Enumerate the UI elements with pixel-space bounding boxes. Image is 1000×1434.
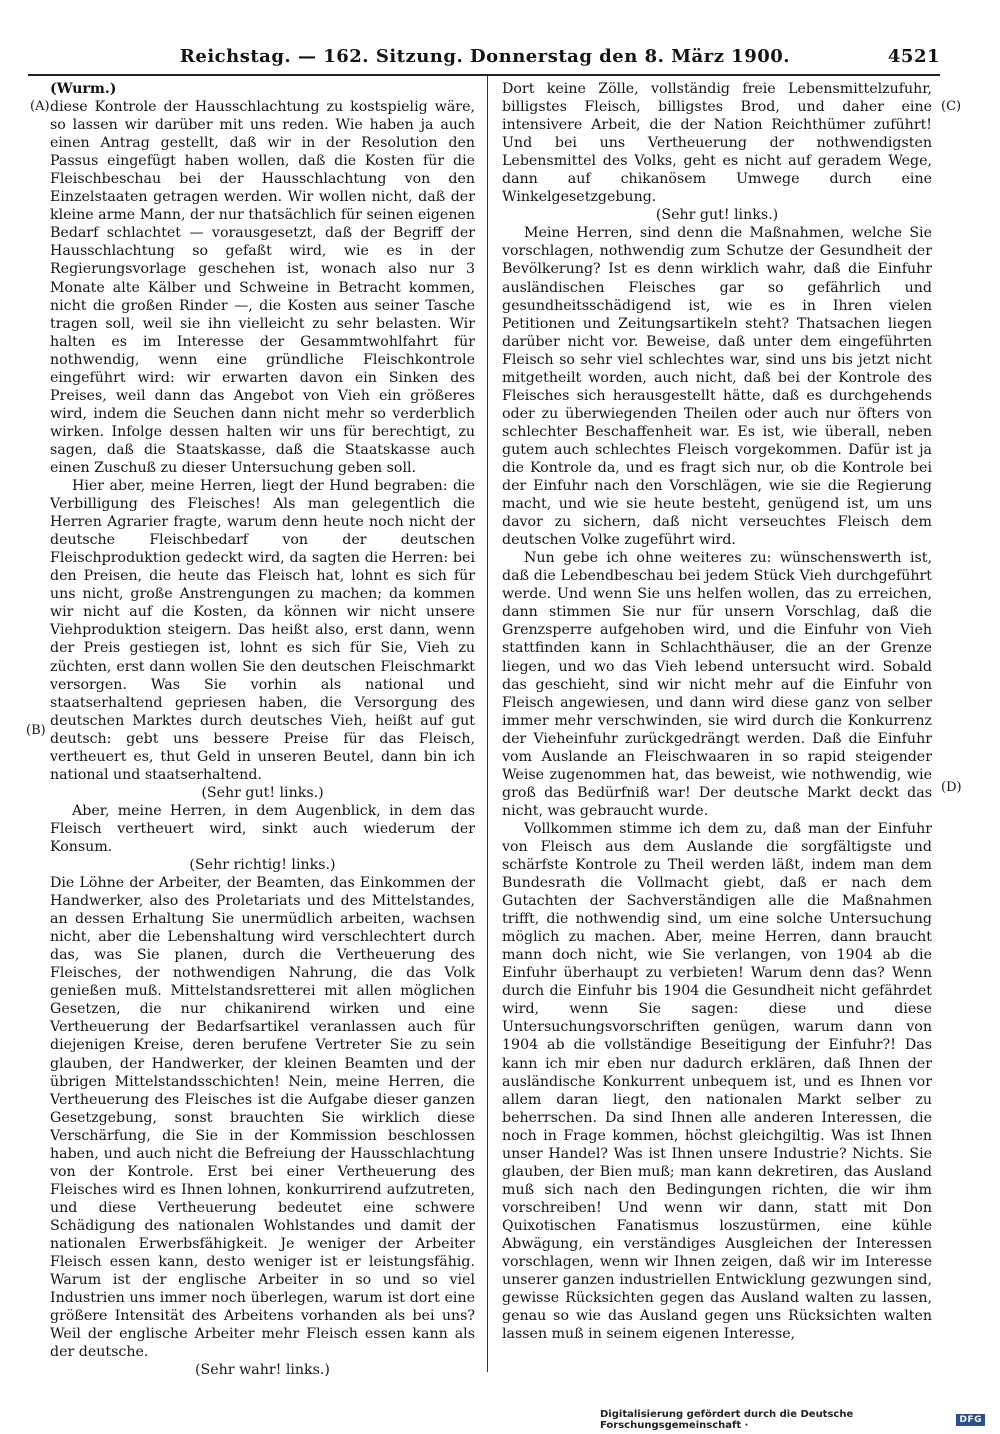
interjection: (Sehr wahr! links.) [195, 1362, 330, 1379]
column-divider [487, 76, 488, 1372]
left-column [50, 80, 475, 1379]
margin-mark-c: (C) [941, 99, 962, 114]
page-number: 4521 [887, 46, 940, 67]
header-rule [28, 74, 940, 76]
page-header [30, 44, 940, 70]
footer-credit [600, 1409, 985, 1431]
footer-text: Digitalisierung gefördert durch die Deutsche Forschungsgemeinschaft · [600, 1409, 854, 1431]
left-paragraph-3: Aber, meine Herren, in dem Augenblick, in dem das Fleisch vertheuert wird, sinkt auch wiederum der Konsum. [50, 802, 475, 855]
margin-mark-b: (B) [26, 723, 46, 738]
right-paragraph-4: Vollkommen stimme ich dem zu, daß man der Einfuhr von Fleisch aus dem Auslande die sorgfältigste und schärfste Kontrole zu Theil werden läßt, indem man dem Bundesrath die Vollmacht giebt, daß er nach dem Gutachten der Sachverständigen alle die Maßnahmen trifft, die nothwendig sind, um eine solche Untersuchung möglich zu machen. Aber, meine Herren, dann braucht mann doch nicht, wie Sie verlangen, von 1904 ab die Einfuhr überhaupt zu verbieten! Warum denn das? Wenn durch die Einfuhr bis 1904 die Gesundheit nicht gefährdet wird, wenn Sie sagen: diese und diese Untersuchungsvorschriften genügen, warum dann von 1904 ab die vollständige Beseitigung der Einfuhr?! Das kann ich mir eben nur dadurch erklären, daß Ihnen der ausländische Konkurrent unbequem ist, und es Ihnen vor allem daran liegt, den nationalen Markt selber zu beherrschen. Da sind Ihnen alle anderen Interessen, die noch in Frage kommen, höchst gleichgiltig. Was ist Ihnen unser Handel? Was ist Ihnen unsere Industrie? Nichts. Sie glauben, der Bien muß; man kann dekretiren, das Ausland muß sich nach den Bedingungen richten, die wir ihm vorschreiben! Und wenn wir dann, statt mit Don Quixotischen Fanatismus loszustürmen, eine kühle Abwägung, ein verständiges Ausgleichen der Interessen vorschlagen, wenn wir Ihnen zeigen, daß wir im Interesse unserer ganzen industriellen Entwicklung gezwungen sind, gewisse Rücksichten gegen das Ausland walten zu lassen, genau so wie das Ausland gegen uns Rücksichten walten lassen muß in seinem eigenen Interesse, [502, 820, 932, 1343]
right-paragraph-3: Nun gebe ich ohne weiteres zu: wünschenswerth ist, daß die Lebendbeschau bei jedem Stück Vieh durchgeführt werde. Und wenn Sie uns helfen wollen, das zu erreichen, dann stimmen Sie nur für unsern Vorschlag, daß die Grenzsperre aufgehoben wird, und die Einfuhr von Vieh stattfinden kann in Schlachthäuser, die an der Grenze liegen, und wo das Vieh lebend untersucht wird. Sobald das geschieht, sind wir nicht mehr auf die Einfuhr von Fleisch angewiesen, und dann wird diese ganz von selber immer mehr verschwinden, sie wird durch die Konkurrenz der Vieheinfuhr zurückgedrängt werden. Daß die Einfuhr vom Auslande an Fleischwaaren in so rapid steigender Weise zugenommen hat, das beweist, wie nothwendig, wie groß das Bedürfniß war! Der deutsche Markt deckt das nicht, was gebraucht wurde. [502, 550, 932, 819]
speaker-name: (Wurm.) [50, 81, 117, 97]
margin-mark-d: (D) [941, 780, 962, 795]
margin-mark-a: (A) [30, 99, 50, 114]
interjection: (Sehr richtig! links.) [189, 857, 336, 874]
left-paragraph-4: Die Löhne der Arbeiter, der Beamten, das Einkommen der Handwerker, also des Proletariats und des Mittelstandes, an dessen Erhaltung Sie unermüdlich arbeiten, wachsen nicht, aber die Lebenshaltung wird verschlechtert durch das, was Sie planen, durch die Vertheuerung des Fleisches, der nothwendigen Nahrung, die das Volk genießen muß. Mittelstandsretterei mit allen möglichen Gesetzen, die nur chikanirend wirken und eine Vertheuerung der Bedarfsartikel veranlassen auch für diejenigen Kreise, deren berufene Vertreter Sie zu sein glauben, der Handwerker, der kleinen Beamten und der übrigen Mittelstandsschichten! Nein, meine Herren, die Vertheuerung des Fleisches ist die Aufgabe dieser ganzen Gesetzgebung, sonst brauchten Sie wirklich diese Verschärfung, die Sie in der Kommission beschlossen haben, und auch nicht die Befreiung der Hausschlachtung von der Kontrole. Erst bei einer Vertheuerung des Fleisches wird es Ihnen lohnen, konkurrirend aufzutreten, und diese Vertheuerung bedeutet eine schwere Schädigung des nationalen Wohlstandes und damit der nationalen Erwerbsfähigkeit. Je weniger der Arbeiter Fleisch essen kann, desto weniger ist er leistungsfähig. Warum ist der englische Arbeiter in so und so viel Industrien uns immer noch überlegen, warum ist dort eine größere Intensität des Arbeitens vorhanden als bei uns? Weil der englische Arbeiter mehr Fleisch essen kann als der deutsche. [50, 875, 475, 1361]
page-title: Reichstag. — 162. Sitzung. Donnerstag den 8. März 1900. [179, 46, 791, 67]
interjection: (Sehr gut! links.) [201, 784, 324, 801]
right-paragraph-1: Dort keine Zölle, vollständig freie Lebensmittelzufuhr, billigstes Fleisch, billigstes Brod, und daher eine intensivere Arbeit, die der Nation Reichthümer zuführt! Und bei uns Vertheuerung der nothwendigsten Lebensmittel des Volks, geht es nicht auf geradem Wege, dann auf chikanösem Umwege durch eine Winkelgesetzgebung. [502, 81, 932, 206]
right-paragraph-2: Meine Herren, sind denn die Maßnahmen, welche Sie vorschlagen, nothwendig zum Schutze der Gesundheit der Bevölkerung? Ist es denn wirklich wahr, daß die Einfuhr ausländischen Fleisches gar so gefährlich und gesundheitsschädigend ist, wie es in Ihren vielen Petitionen und Zeitungsartikeln steht? Thatsachen liegen darüber nicht vor. Beweise, daß unter dem eingeführten Fleisch so sehr viel schlechtes war, sind uns bis jetzt nicht mitgetheilt worden, auch nicht, daß bei der Kontrole des Fleisches sich herausgestellt hätte, daß es durchgehends oder zu überwiegenden Theilen oder auch nur öfters von schlechter Beschaffenheit war. Es ist, wie überall, neben gutem auch schlechtes Fleisch vorgekommen. Dafür ist ja die Kontrole da, und es fragt sich nur, ob die Kontrole bei der Einfuhr nach den Vorschlägen, wie sie die Regierung macht, und wie sie heute besteht, genügend ist, um uns davor zu sichern, daß nicht verseuchtes Fleisch dem deutschen Volke zugeführt wird. [502, 225, 932, 549]
right-column [502, 80, 932, 1370]
left-paragraph-1: diese Kontrole der Hausschlachtung zu kostspielig wäre, so lassen wir darüber mit uns reden. Wie haben ja auch einen Antrag gestellt, daß wir in der Resolution den Passus eingefügt haben wollen, daß die Kosten für die Fleischbeschau bei der Hausschlachtung von den Einzelstaaten getragen werden. Wir wollen nicht, daß der kleine arme Mann, der nur thatsächlich für seinen eigenen Bedarf schlachtet — vorausgesetzt, daß der Begriff der Hausschlachtung so gefaßt wird, wie es in der Regierungsvorlage geschehen ist, wonach also nur 3 Monate alte Kälber und Schweine in Betracht kommen, nicht die großen Rinder —, die Kosten aus seiner Tasche tragen soll, weil sie ihn vielleicht zu sehr belasten. Wir halten es im Interesse der Gesammtwohlfahrt für nothwendig, wenn eine gründliche Fleischkontrole eingeführt wird: wir erwarten davon ein Sinken des Preises, weil dann das Angebot von Vieh ein größeres wird, indem die Seuchen dann nicht mehr so verderblich wirken. Infolge dessen halten wir uns für berechtigt, zu sagen, daß die Staatskasse, daß die Staatskasse auch einen Zuschuß zu dieser Untersuchung geben soll. [50, 99, 475, 476]
interjection: (Sehr gut! links.) [655, 207, 779, 224]
left-paragraph-2: Hier aber, meine Herren, liegt der Hund begraben: die Verbilligung des Fleisches! Als man gelegentlich die Herren Agrarier fragte, warum denn heute noch nicht der deutsche Fleischbedarf von der deutschen Fleischproduktion gedeckt wird, da sagten die Herren: bei den Preisen, die heute das Fleisch hat, lohnt es sich für uns nicht, große Anstrengungen zu machen; da kommen wir nicht auf die Kosten, da können wir nicht unsere Viehproduktion steigern. Das heißt also, erst dann, wenn der Preis gestiegen ist, lohnt es sich für Sie, Vieh zu züchten, erst dann wollen Sie den deutschen Fleischmarkt versorgen. Was Sie vorhin als national und staatserhaltend gepriesen haben, die Versorgung des deutschen Marktes durch deutsches Vieh, heißt auf gut deutsch: gebt uns bessere Preise für das Fleisch, vertheuert es, thut Geld in unseren Beutel, dann bin ich national und staatserhaltend. [50, 478, 475, 783]
dfg-logo-icon: DFG [956, 1414, 985, 1426]
